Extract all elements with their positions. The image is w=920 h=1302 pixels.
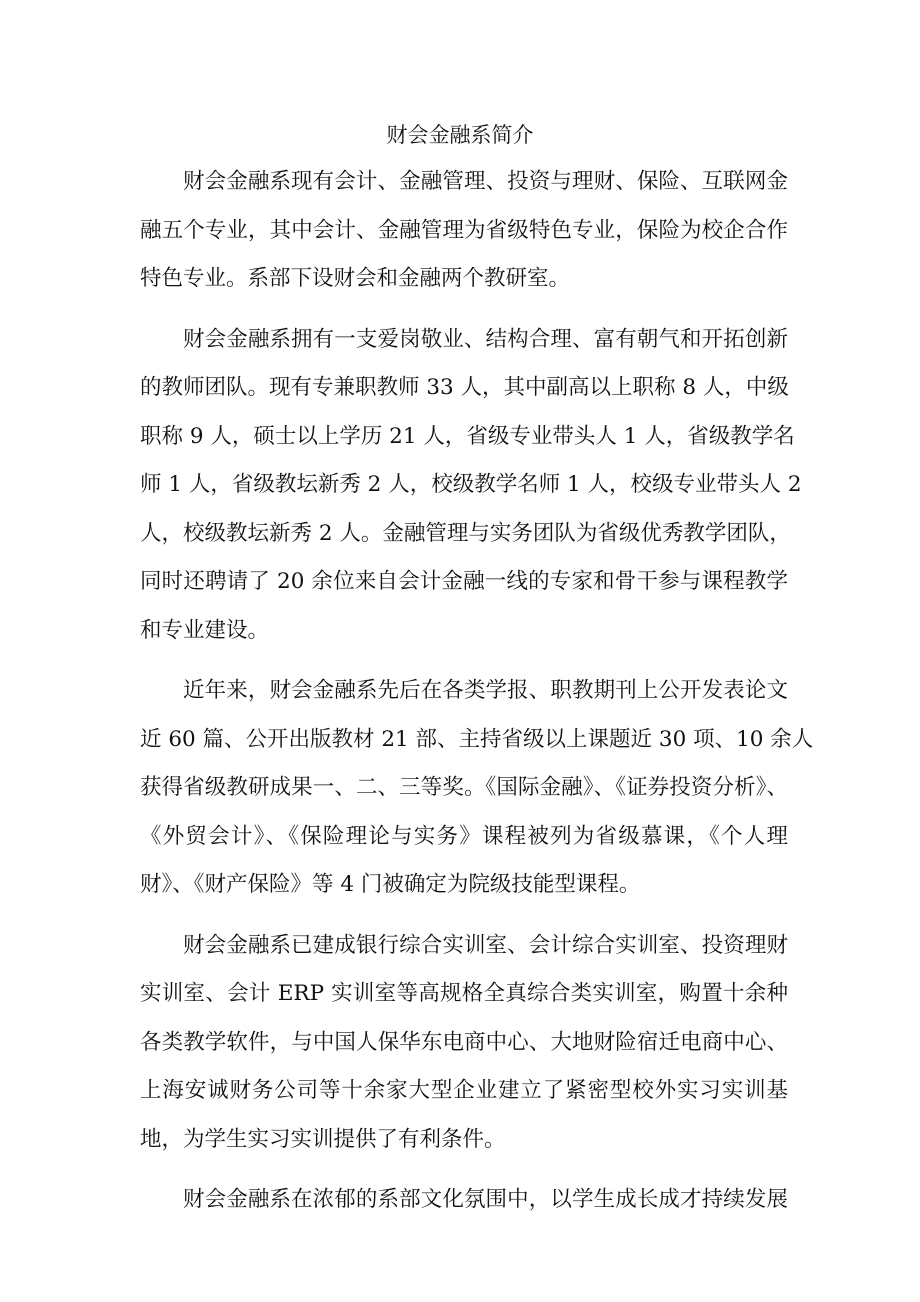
text-line: 《外贸会计》、《保险理论与实务》课程被列为省级慕课，《个人理 [140,823,788,849]
text-line: 财》、《财产保险》等 4 门被确定为院级技能型课程。 [140,872,641,897]
text-line: 地，为学生实习实训提供了有利条件。 [140,1126,506,1152]
text-line: 和专业建设。 [140,617,270,643]
text-line: 的教师团队。现有专兼职教师 33 人，其中副高以上职称 8 人，中级 [140,375,789,400]
text-line: 近 60 篇、公开出版教材 21 部、主持省级以上课题近 30 项、10 余人 [140,726,814,752]
paragraph-spacer [140,655,788,667]
document-body [140,158,814,1225]
text-line: 上海安诚财务公司等十余家大型企业建立了紧密型校外实习实训基 [140,1078,788,1103]
text-line: 同时还聘请了 20 余位来自会计金融一线的专家和骨干参与课程教学 [140,569,788,594]
text-line: 人，校级教坛新秀 2 人。金融管理与实务团队为省级优秀教学团队， [140,520,791,546]
text-line: 特色专业。系部下设财会和金融两个教研室。 [140,266,571,291]
text-line: 近年来，财会金融系先后在各类学报、职教期刊上公开发表论文 [183,678,788,703]
paragraph [140,316,802,656]
text-line: 实训室、会计 ERP 实训室等高规格全真综合类实训室，购置十余种 [140,981,788,1006]
paragraph [140,1176,788,1225]
text-line: 融五个专业，其中会计、金融管理为省级特色专业，保险为校企合作 [140,217,788,243]
document-title: 财会金融系简介 [386,123,534,147]
text-line: 财会金融系现有会计、金融管理、投资与理财、保险、互联网金 [183,169,788,194]
text-line: 财会金融系已建成银行综合实训室、会计综合实训室、投资理财 [183,932,788,958]
text-line: 各类教学软件，与中国人保华东电商中心、大地财险宿迁电商中心、 [140,1029,788,1055]
text-line: 获得省级教研成果一、二、三等奖。《国际金融》、《证券投资分析》、 [140,775,788,800]
paragraph [140,667,814,910]
paragraph-spacer [140,1164,788,1176]
paragraph-spacer [140,304,788,316]
text-line: 师 1 人，省级教坛新秀 2 人，校级教学名师 1 人，校级专业带头人 2 [140,472,802,497]
paragraph [140,158,788,304]
text-line: 财会金融系在浓郁的系部文化氛围中，以学生成长成才持续发展 [183,1187,788,1212]
paragraph-spacer [140,910,788,922]
paragraph [140,922,788,1165]
text-line: 职称 9 人，硕士以上学历 21 人，省级专业带头人 1 人，省级教学名 [140,423,795,449]
text-line: 财会金融系拥有一支爱岗敬业、结构合理、富有朝气和开拓创新 [183,326,788,352]
